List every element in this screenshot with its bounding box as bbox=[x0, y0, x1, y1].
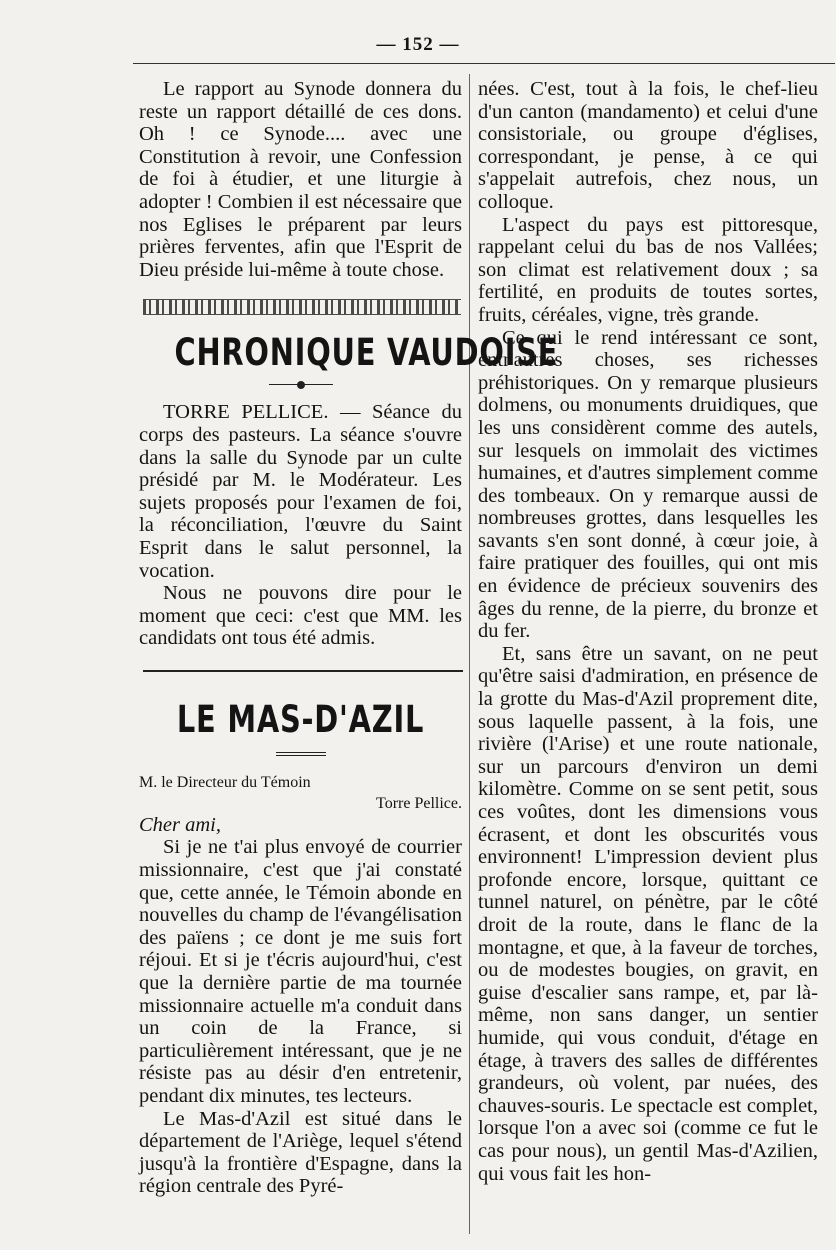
address-place: Torre Pellice. bbox=[376, 794, 462, 812]
page-number: — 152 — bbox=[376, 34, 460, 55]
article-paragraph-1: Si je ne t'ai plus envoyé de courrier missionnaire, c'est que j'ai constaté que, cette année, le Témoin abonde en nouvelles du champ de l'évangélisation des païens ; ce dont je me suis fort réjoui. Et si je t'écris aujourd'hui, c'est que la dernière partie de ma tournée missionnaire actuelle m'a conduit dans un coin de la France, si particulièrement intéressant, que je ne résiste pas au désir d'en entretenir, pendant dix minutes, tes lecteurs. bbox=[139, 836, 462, 1107]
right-paragraph-1: nées. C'est, tout à la fois, le chef-lieu d'un canton (mandamento) et celui d'une consistoriale, ou groupe d'églises, correspondant, je pense, à ce qui s'appelait autrefois, chez nous, un colloque. bbox=[478, 78, 818, 213]
salutation: Cher ami, bbox=[139, 813, 221, 836]
right-paragraph-4: Et, sans être un savant, on ne peut qu'être saisi d'admiration, en présence de la grotte du Mas-d'Azil proprement dite, sous laquelle passent, à la fois, une rivière (l'Arise) et une route nationale, sur un parcours d'environ un demi kilomètre. Comme on se sent petit, sous ces voûtes, dont les dimensions vous écrasent, et dont les obscurités vous environnent! L'impression devient plus profonde encore, lorsque, quittant ce tunnel naturel, on pénètre, par le côté droit de la route, dans le flanc de la montagne, et que, à la faveur de torches, ou de modestes bougies, on gravit, en guise d'escalier sans rampe, et, par là-même, non sans danger, un sentier humide, qui vous conduit, d'étage en étage, à travers des salles de différentes grandeurs, où volent, par nuées, des chauves-souris. Le spectacle est complet, lorsque l'on a avec soi (comme ce fut le cas pour nous), un gentil Mas-d'Azilien, qui vous fait les hon- bbox=[478, 642, 818, 1185]
intro-paragraph: Le rapport au Synode donnera du reste un rapport détaillé de ces dons. Oh ! ce Synode.... avec une Constitution à revoir, une Confession de foi à étudier, et une liturgie à adopter ! Combien il est nécessaire que nos Eglises le préparent par leurs prières ferventes, afin que l'Esprit de Dieu préside lui-même à toute chose. bbox=[139, 78, 462, 281]
article-paragraph-2: Le Mas-d'Azil est situé dans le département de l'Ariège, lequel s'étend jusqu'à la frontière d'Espagne, dans la région centrale des Pyré- bbox=[139, 1107, 462, 1198]
section-rule bbox=[143, 670, 463, 672]
chronique-paragraph-2: Nous ne pouvons dire pour le moment que ceci: c'est que MM. les candidats ont tous été admis. bbox=[139, 582, 462, 650]
flourish-ornament bbox=[269, 381, 333, 389]
right-column bbox=[478, 78, 818, 1185]
right-paragraph-2: L'aspect du pays est pittoresque, rappelant celui du bas de nos Vallées; son climat est relativement doux ; sa fertilité, en produits de toutes sortes, fruits, céréales, vigne, très grande. bbox=[478, 213, 818, 326]
chronique-paragraph-1: TORRE PELLICE. — Séance du corps des pasteurs. La séance s'ouvre dans la salle du Synode par un culte présidé par M. le Modérateur. Les sujets proposés pour l'examen de foi, la réconciliation, l'œuvre du Saint Esprit dans le salut personnel, la vocation. bbox=[139, 401, 462, 582]
left-column bbox=[139, 78, 559, 1198]
ornamental-border bbox=[143, 299, 461, 315]
column-divider bbox=[469, 74, 470, 1234]
header-rule bbox=[133, 63, 835, 64]
title-underline bbox=[276, 752, 326, 756]
article-title: LE MAS-D'AZIL bbox=[176, 697, 425, 741]
right-paragraph-3: Ce qui le rend intéressant ce sont, entr'autres choses, ses richesses préhistoriques. On y remarque plusieurs dolmens, ou monuments druidiques, que les uns considèrent comme des autels, sur lesquels on immolait des victimes humaines, et d'autres simplement comme des tombeaux. On y remarque aussi de nombreuses grottes, dans lesquelles les savants s'en sont donné, à cœur joie, à faire pratiquer des fouilles, qui ont mis en évidence de précieux souvenirs des âges du renne, de la pierre, du bronze et du fer. bbox=[478, 326, 818, 643]
chronique-title: CHRONIQUE VAUDOISE bbox=[174, 331, 559, 375]
address-line: M. le Directeur du Témoin bbox=[139, 773, 311, 791]
